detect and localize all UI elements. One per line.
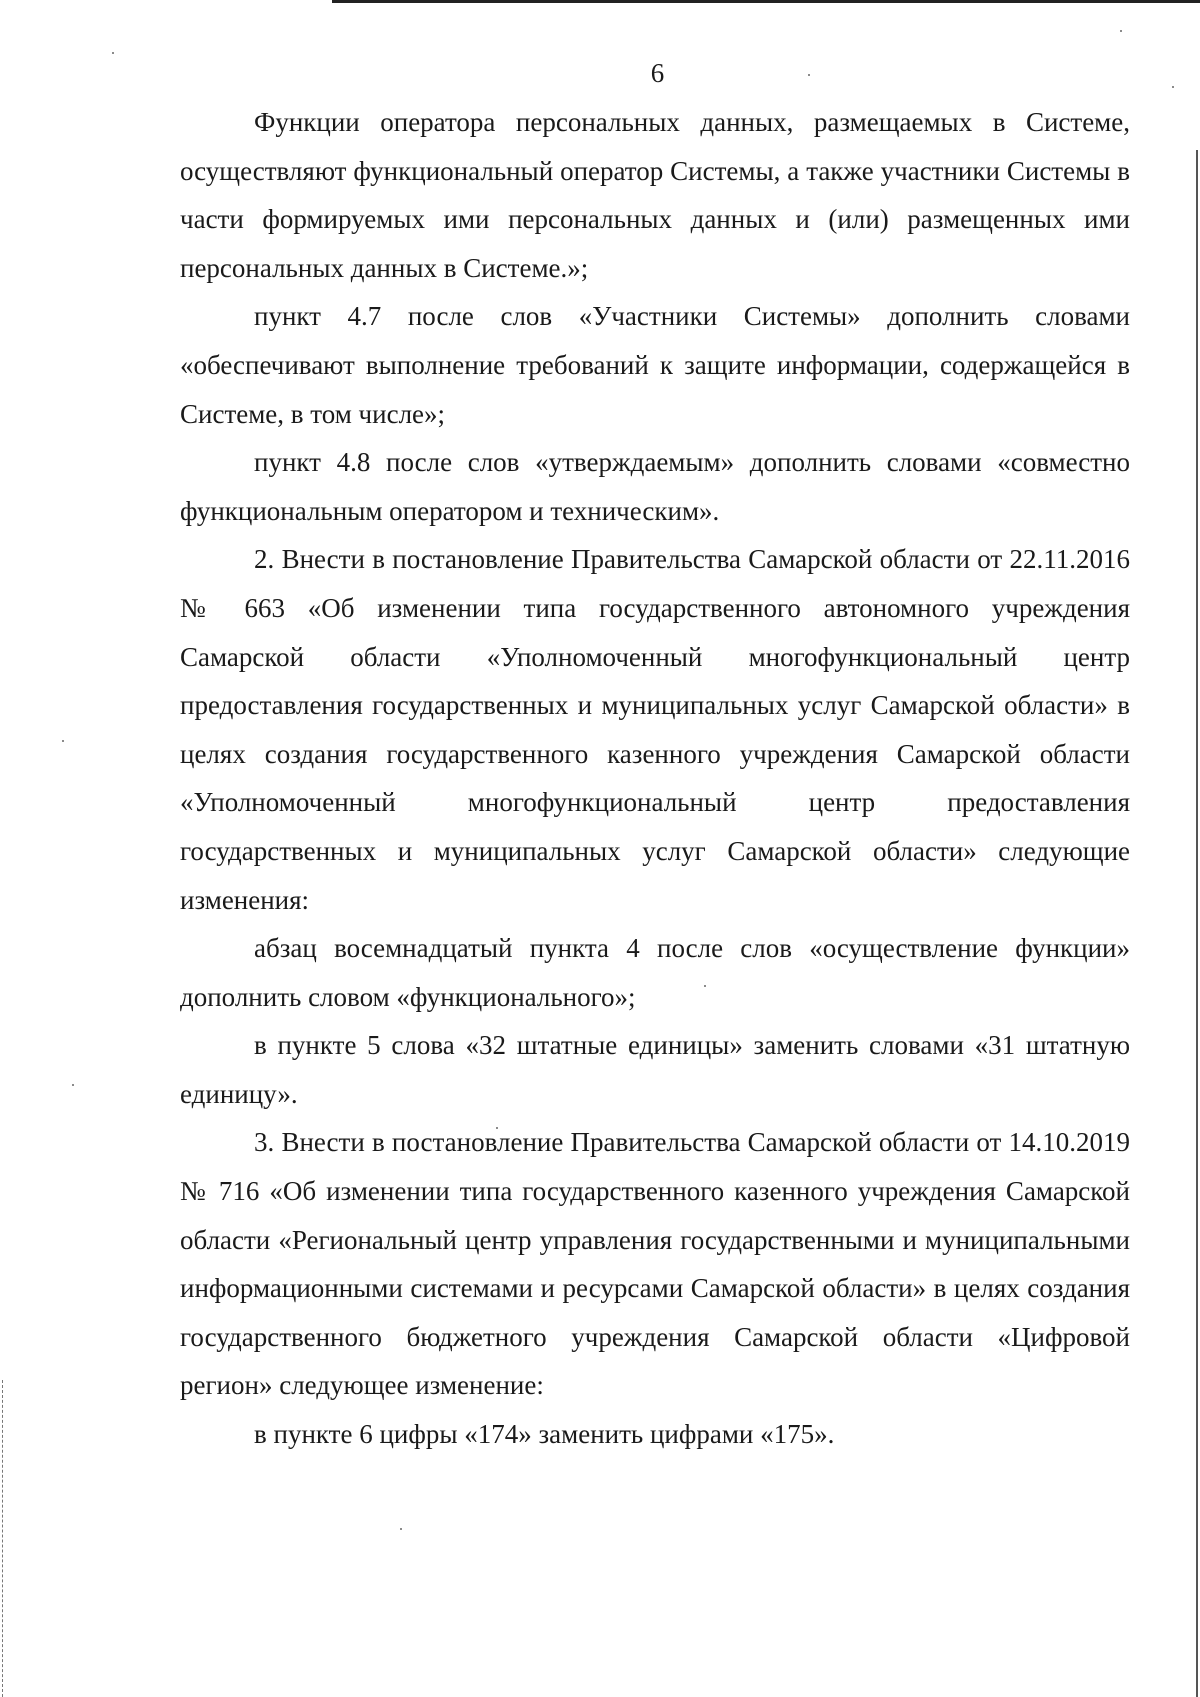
scan-right-border — [1196, 150, 1198, 1697]
scan-speck — [72, 1084, 74, 1086]
paragraph-clause-4-8: пункт 4.8 после слов «утверждаемым» дополнить словами «совместно функциональным оператором и техническим». — [180, 447, 1130, 526]
paragraph-clause-4-eighteenth: абзац восемнадцатый пункта 4 после слов «осуществление функции» дополнить словом «функционального»; — [180, 933, 1130, 1012]
document-body — [180, 98, 1130, 1459]
paragraph-operator-functions: Функции оператора персональных данных, размещаемых в Системе, осуществляют функциональный оператор Системы, а также участники Системы в части формируемых ими персональных данных и (или) размещенных ими персональных данных в Системе.»; — [180, 107, 1130, 283]
scan-speck — [1120, 30, 1122, 32]
paragraph-amendment-2: 2. Внести в постановление Правительства Самарской области от 22.11.2016 № 663 «Об изменении типа государственного автономного учреждения Самарской области «Уполномоченный многофункциональный центр предоставления государственных и муниципальных услуг Самарской области» в целях создания государственного казенного учреждения Самарской области «Уполномоченный многофункциональный центр предоставления государственных и муниципальных услуг Самарской области» следующие изменения: — [180, 544, 1130, 915]
scan-speck — [400, 1528, 402, 1530]
scan-speck — [62, 740, 64, 742]
paragraph-clause-4-7: пункт 4.7 после слов «Участники Системы» дополнить словами «обеспечивают выполнение требований к защите информации, содержащейся в Системе, в том числе»; — [180, 301, 1130, 429]
paragraph-clause-6: в пункте 6 цифры «174» заменить цифрами «175». — [254, 1419, 835, 1450]
scan-left-border — [2, 1380, 3, 1697]
paragraph-clause-5: в пункте 5 слова «32 штатные единицы» заменить словами «31 штатную единицу». — [180, 1030, 1130, 1109]
page-number: 6 — [650, 58, 665, 88]
scan-speck — [112, 52, 114, 54]
scan-top-border — [332, 0, 1200, 3]
paragraph-amendment-3: 3. Внести в постановление Правительства Самарской области от 14.10.2019 № 716 «Об изменении типа государственного казенного учреждения Самарской области «Региональный центр управления государственными и муниципальными информационными системами и ресурсами Самарской области» в целях создания государственного бюджетного учреждения Самарской области «Цифровой регион» следующее изменение: — [180, 1127, 1130, 1401]
